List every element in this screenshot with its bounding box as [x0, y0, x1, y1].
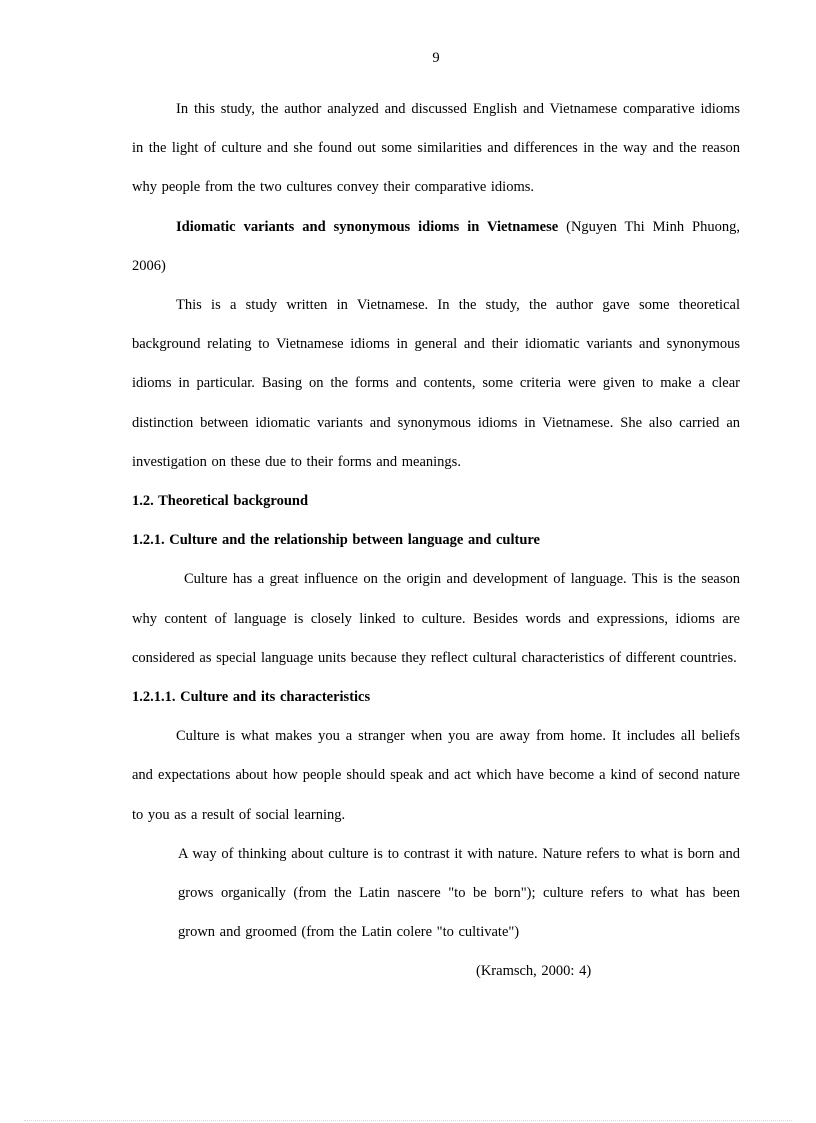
- block-quote: A way of thinking about culture is to contrast it with nature. Nature refers to what is born and grows organically (from the Latin nascere "to be born"); culture refers to what has been grown and groomed (from the Latin colere "to cultivate"): [178, 845, 740, 941]
- paragraph-culture-influence: Culture has a great influence on the origin and development of language. This is the season why content of language is closely linked to culture. Besides words and expressions, idioms are considered as special language units because they reflect cultural characteristics of different countries.: [132, 571, 740, 666]
- study-author: (Nguyen Thi Minh Phuong, 2006): [132, 218, 740, 274]
- subsubsection-heading: 1.2.1.1. Culture and its characteristics: [132, 689, 371, 706]
- section-heading: 1.2. Theoretical background: [132, 493, 309, 510]
- page-number: 9: [432, 50, 440, 66]
- page-bottom-divider: [24, 1120, 792, 1121]
- paragraph-study-reference: [132, 208, 740, 286]
- paragraph-study-summary: In this study, the author analyzed and discussed English and Vietnamese comparative idioms in the light of culture and she found out some similarities and differences in the way and the reason why people from the two cultures convey their comparative idioms.: [132, 101, 740, 196]
- quote-citation: (Kramsch, 2000: 4): [476, 963, 592, 980]
- study-title: Idiomatic variants and synonymous idioms in Vietnamese: [176, 218, 559, 235]
- paragraph-culture-definition: Culture is what makes you a stranger when you are away from home. It includes all beliefs and expectations about how people should speak and act which have become a kind of second nature to you as a result of social learning.: [132, 728, 740, 823]
- paragraph-study-description: This is a study written in Vietnamese. In the study, the author gave some theoretical background relating to Vietnamese idioms in general and their idiomatic variants and synonymous idioms in particular. Basing on the forms and contents, some criteria were given to make a clear distinction between idiomatic variants and synonymous idioms in Vietnamese. She also carried an investigation on these due to their forms and meanings.: [132, 297, 740, 470]
- subsection-heading: 1.2.1. Culture and the relationship between language and culture: [132, 532, 540, 549]
